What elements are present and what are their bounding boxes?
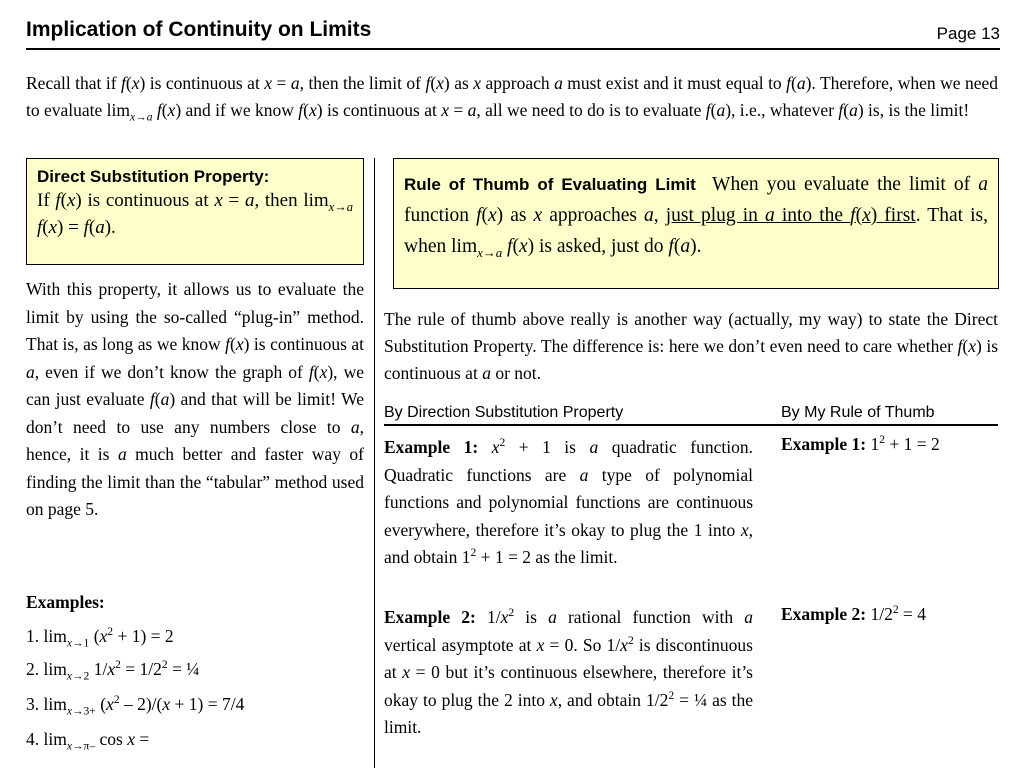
comparison-row-1-left-text: $x^2 + 1$ is a quadratic function. Quadratic functions are a type of polynomial functions and polynomial functions are continuous everywhere, therefore it’s okay to plug the 1 into x, and obtain $1^2 + 1 = 2$ as the limit. xyxy=(384,437,753,567)
column-divider xyxy=(374,158,375,768)
comparison-row-2-left-label: Example 2: xyxy=(384,607,476,627)
rule-description: The rule of thumb above really is another way (actually, my way) to state the Direct Substitution Property. The difference is: here we don’t even need to care whether f(x) is continuous at a or not. xyxy=(384,309,999,383)
example-item-2: 2. $\lim_{x\to 2} 1/x^2 = 1/2^2$ = ¼ xyxy=(26,659,200,683)
rule-of-thumb-heading: Rule of Thumb of Evaluating Limit xyxy=(404,175,696,194)
examples-heading: Examples: xyxy=(26,592,105,612)
comparison-row-2-right-text: $1/2^2 = 4$ xyxy=(870,604,926,624)
direct-substitution-heading: Direct Substitution Property: xyxy=(37,167,270,186)
comparison-row-1-right-label: Example 1: xyxy=(781,434,867,454)
comparison-row-2-left-text: $1/x^2$ is a rational function with a vertical asymptote at x = 0. So $1/x^2$ is discontinuous at x = 0 but it’s continuous elsewhere, therefore it’s okay to plug the 2 into x, and obtain $1/2^2$ = ¼ as the limit. xyxy=(384,607,753,737)
rule-of-thumb-box xyxy=(393,158,999,289)
example-item-3: 3. $\lim_{x\to 3+} (x^2 - 2)/(x + 1) = 7/4$ xyxy=(26,694,245,718)
comparison-row-1-right-text: $1^2 + 1 = 2$ xyxy=(870,434,940,454)
comparison-row-2-left xyxy=(384,604,753,742)
direct-substitution-box xyxy=(26,158,364,265)
comparison-row-1-left xyxy=(384,434,753,572)
page-number: Page 13 xyxy=(936,24,1000,43)
rule-of-thumb-content xyxy=(404,169,988,262)
rule-of-thumb-text: When you evaluate the limit of a function f(x) as x approaches a, just plug in a into the f(x) first. That is, when $\lim_{x\to a} f(x)$ is asked, just do f(a). xyxy=(404,174,989,260)
page-title: Implication of Continuity on Limits xyxy=(26,18,372,41)
comparison-header-right: By My Rule of Thumb xyxy=(781,404,935,421)
comparison-row-2-right-label: Example 2: xyxy=(781,604,867,624)
comparison-row-2-right xyxy=(781,604,926,625)
comparison-header-divider xyxy=(384,424,998,426)
intro-paragraph: Recall that if f(x) is continuous at x = a, then the limit of f(x) as x approach a must exist and it must equal to f(a). Therefore, when we need to evaluate $\lim_{x\to a} f(x)$ and if we know f(x) is continuous at x = a, all we need to do is to evaluate f(a), i.e., whatever f(a) is, is the limit! xyxy=(26,73,999,124)
comparison-header-left: By Direction Substitution Property xyxy=(384,404,624,421)
title-divider xyxy=(26,48,1000,50)
comparison-row-1-right xyxy=(781,434,940,455)
property-description: With this property, it allows us to evaluate the limit by using the so-called “plug-in” method. That is, as long as we know f(x) is continuous at a, even if we don’t know the graph of f(x), we can just evaluate f(a) and that will be limit! We don’t need to use any numbers close to a, hence, it is a much better and faster way of finding the limit than the “tabular” method used on page 5. xyxy=(26,279,365,519)
example-item-4: 4. $\lim_{x\to\pi-} \cos x$ = xyxy=(26,729,150,753)
direct-substitution-statement: If f(x) is continuous at x = a, then $\lim_{x\to a} f(x) = f(a)$. xyxy=(37,190,354,238)
example-item-1: 1. $\lim_{x\to 1} (x^2 + 1) = 2$ xyxy=(26,626,174,650)
comparison-row-1-left-label: Example 1: xyxy=(384,437,479,457)
